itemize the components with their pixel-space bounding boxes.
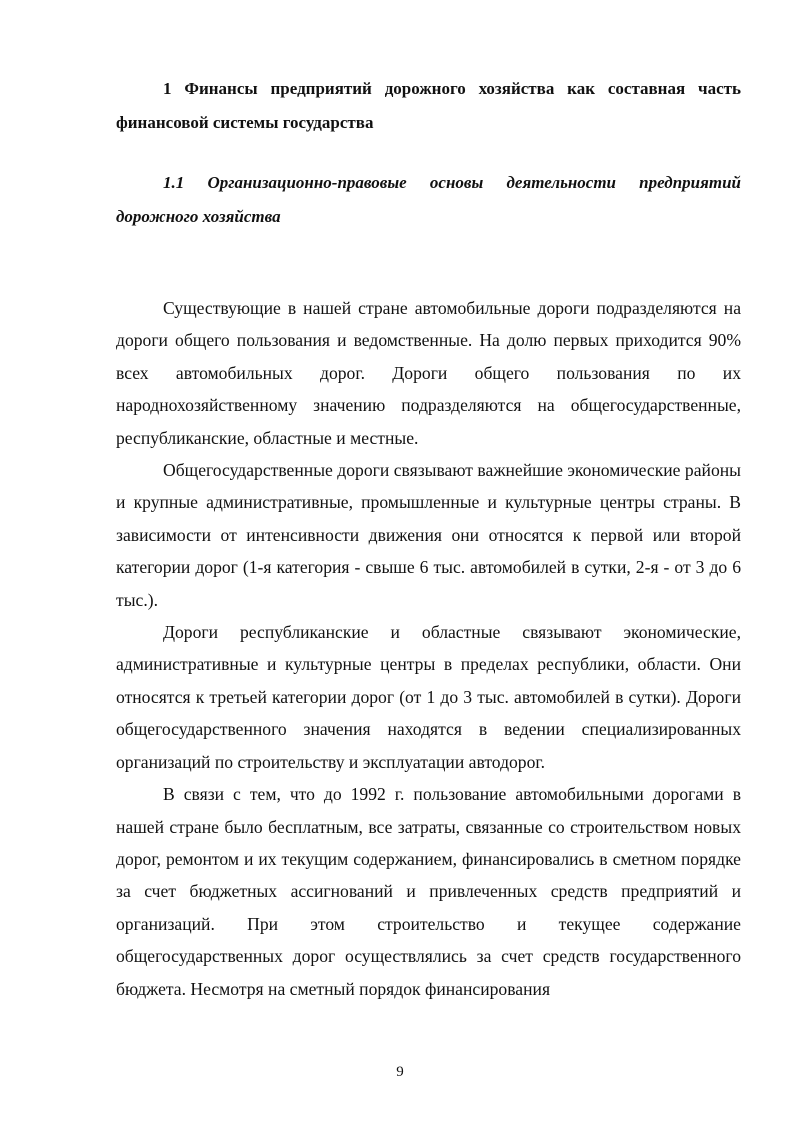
paragraph-4: В связи с тем, что до 1992 г. пользование автомобильными дорогами в нашей стране было бесплатным, все затраты, связанные со строительством новых дорог, ремонтом и их текущим содержанием, финансировались в сметном порядке за счет бюджетных ассигнований и привлеченных средств предприятий и организаций. При этом строительство и текущее содержание общегосударственных дорог осуществлялись за счет средств государственного бюджета. Несмотря на сметный порядок финансирования <box>116 784 741 999</box>
section-heading: 1.1 Организационно-правовые основы деятельности предприятий дорожного хозяйства <box>116 173 741 226</box>
paragraph-2: Общегосударственные дороги связывают важнейшие экономические районы и крупные административные, промышленные и культурные центры страны. В зависимости от интенсивности движения они относятся к первой или второй категории дорог (1-я категория - свыше 6 тыс. автомобилей в сутки, 2-я - от 3 до 6 тыс.). <box>116 460 741 610</box>
document-page <box>116 72 741 1005</box>
paragraph-3: Дороги республиканские и областные связывают экономические, административные и культурные центры в пределах республики, области. Они относятся к третьей категории дорог (от 1 до 3 тыс. автомобилей в сутки). Дороги общегосударственного значения находятся в ведении специализированных организаций по строительству и эксплуатации автодорог. <box>116 622 741 772</box>
paragraph-1: Существующие в нашей стране автомобильные дороги подразделяются на дороги общего пользования и ведомственные. На долю первых приходится 90% всех автомобильных дорог. Дороги общего пользования по их народнохозяйственному значению подразделяются на общегосударственные, республиканские, областные и местные. <box>116 298 741 448</box>
chapter-heading: 1 Финансы предприятий дорожного хозяйства как составная часть финансовой системы государства <box>116 79 741 132</box>
page-number: 9 <box>396 1064 404 1080</box>
body-text <box>116 292 741 1005</box>
